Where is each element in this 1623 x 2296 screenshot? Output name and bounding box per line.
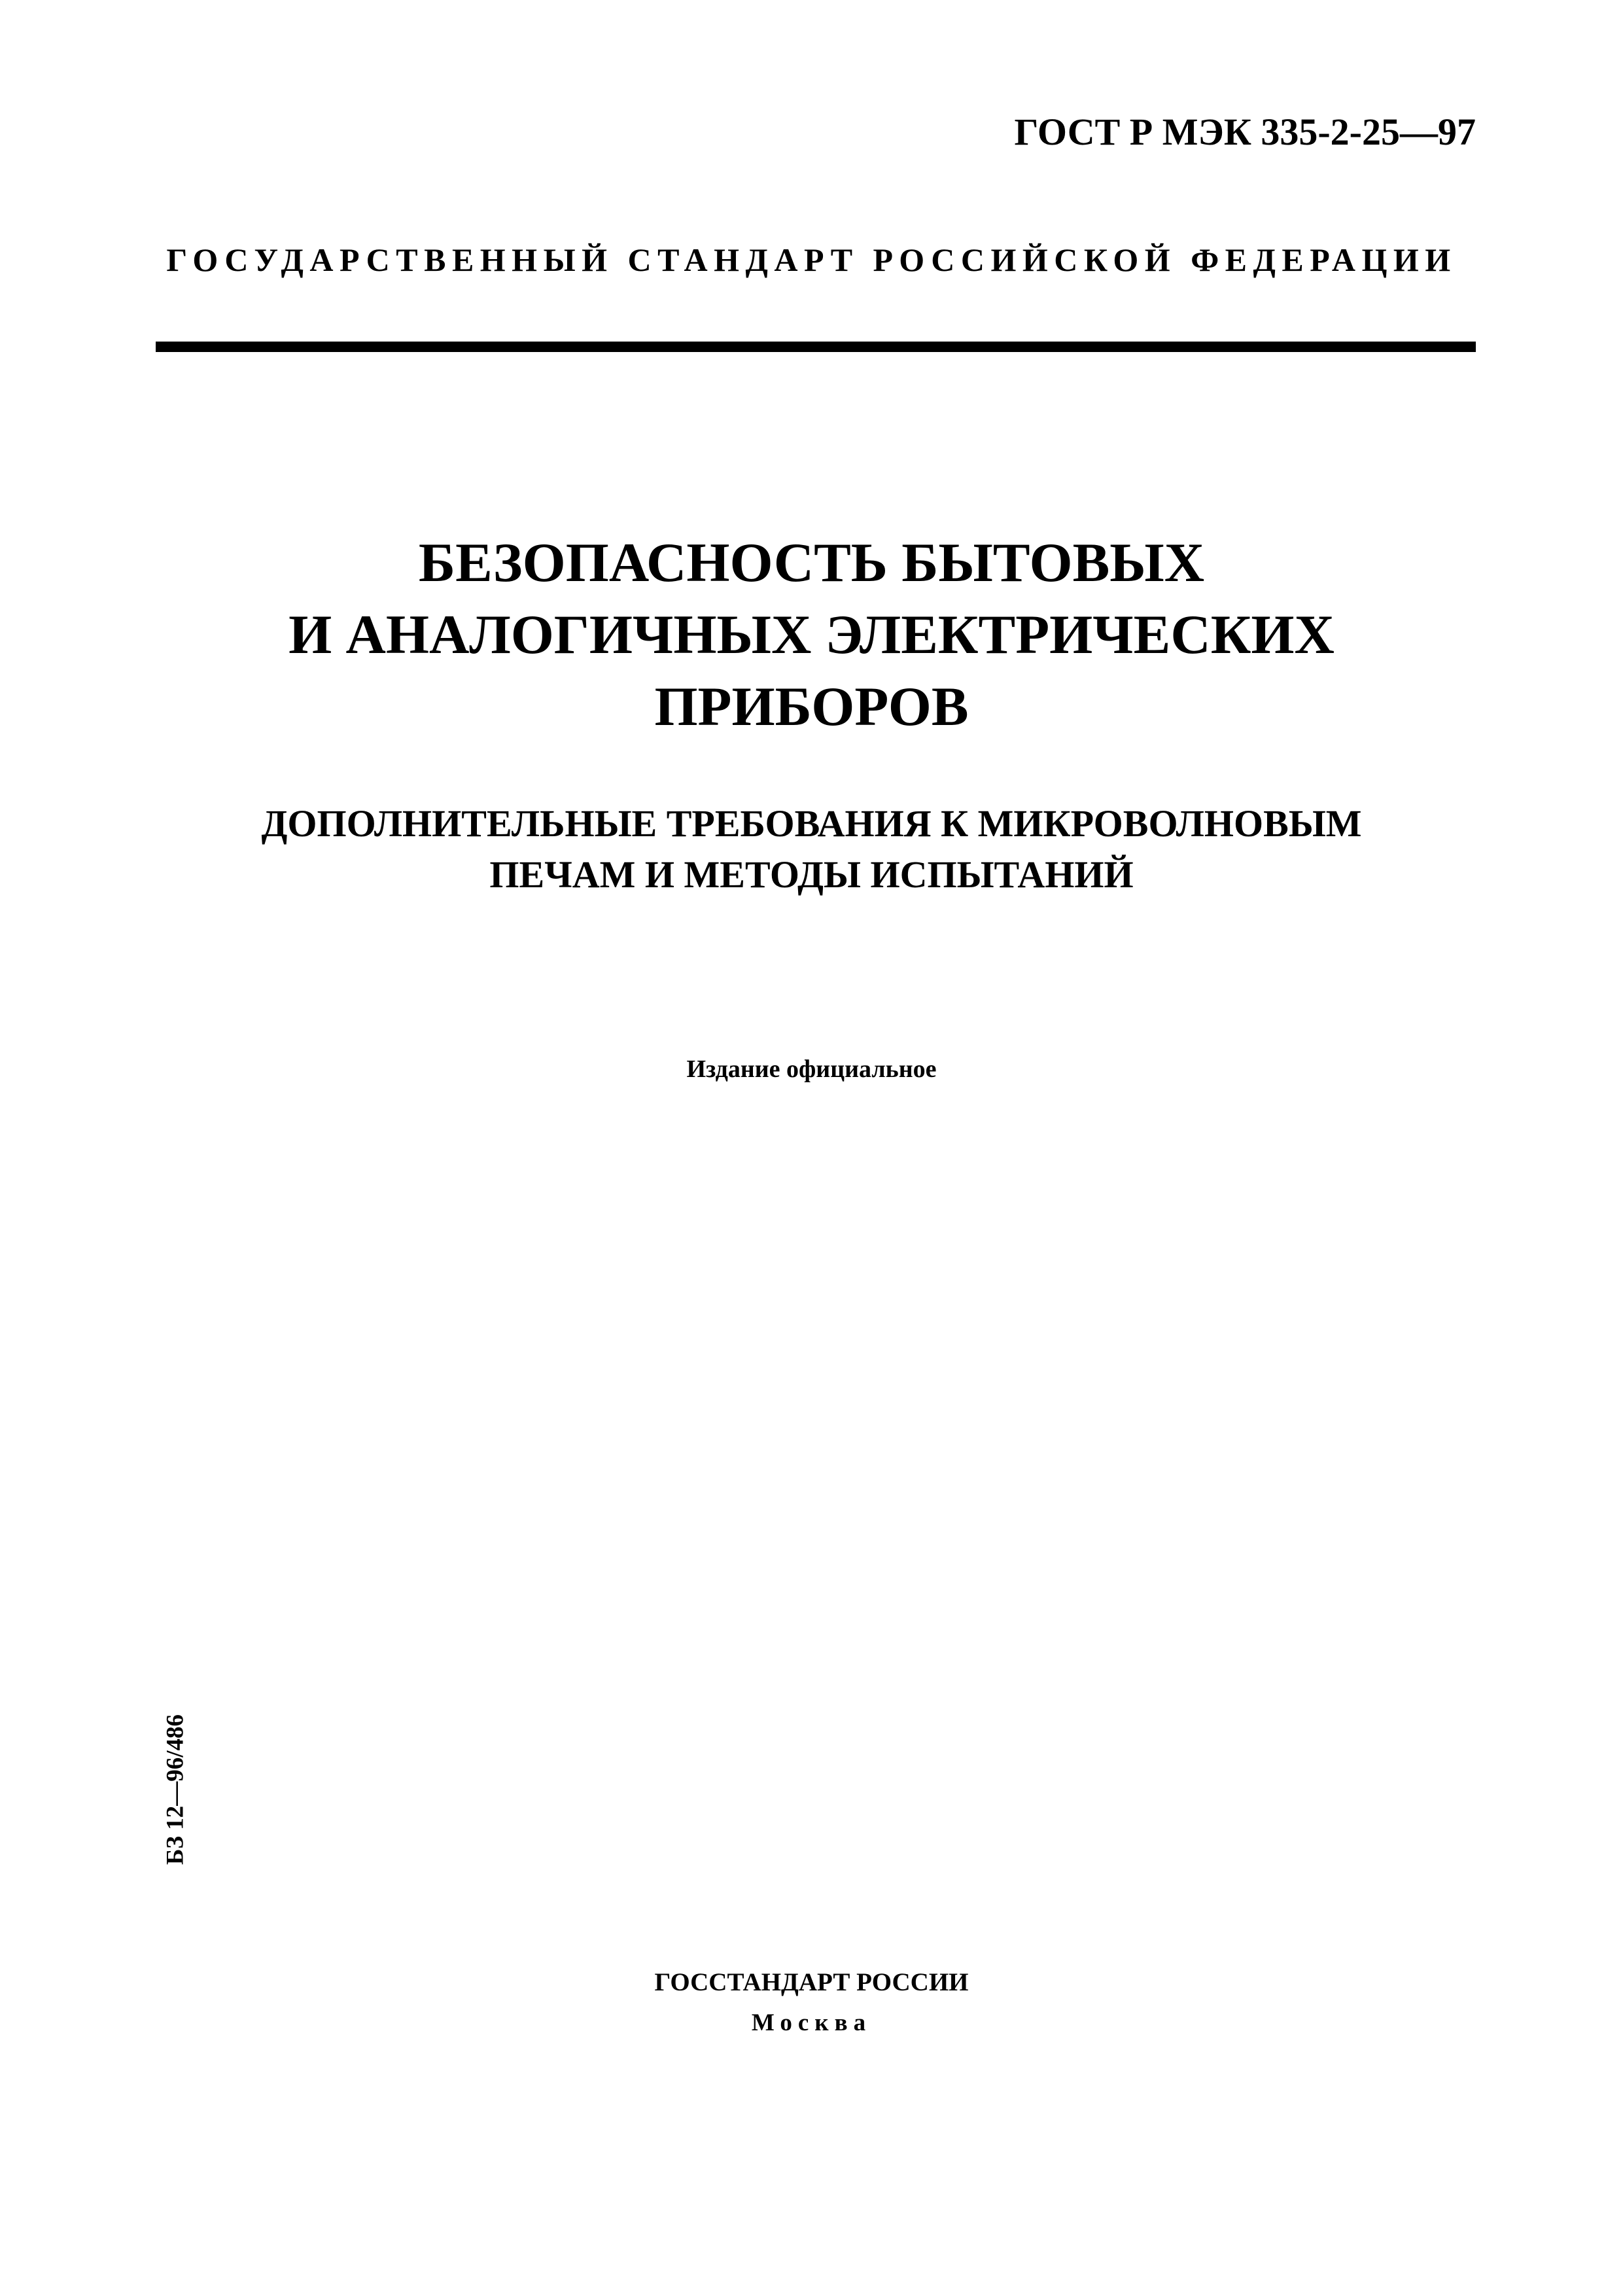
document-number: ГОСТ Р МЭК 335-2-25—97: [1014, 111, 1476, 153]
document-subtitle: [0, 798, 1623, 900]
publisher-city: Москва: [751, 2009, 872, 2036]
title-line: И АНАЛОГИЧНЫХ ЭЛЕКТРИЧЕСКИХ: [288, 604, 1335, 665]
edition-label: Издание официальное: [686, 1055, 937, 1083]
title-line: ПРИБОРОВ: [654, 676, 969, 737]
title-line: БЕЗОПАСНОСТЬ БЫТОВЫХ: [418, 532, 1205, 593]
document-title: [0, 527, 1623, 743]
side-catalog-code: БЗ 12—96/486: [162, 1714, 189, 1865]
state-standard-heading: ГОСУДАРСТВЕННЫЙ СТАНДАРТ РОССИЙСКОЙ ФЕДЕРАЦИИ: [166, 241, 1457, 278]
subtitle-line: ПЕЧАМ И МЕТОДЫ ИСПЫТАНИЙ: [489, 853, 1134, 896]
publisher-name: ГОССТАНДАРТ РОССИИ: [654, 1968, 969, 1996]
header-rule: [156, 342, 1476, 352]
subtitle-line: ДОПОЛНИТЕЛЬНЫЕ ТРЕБОВАНИЯ К МИКРОВОЛНОВЫМ: [261, 802, 1362, 845]
